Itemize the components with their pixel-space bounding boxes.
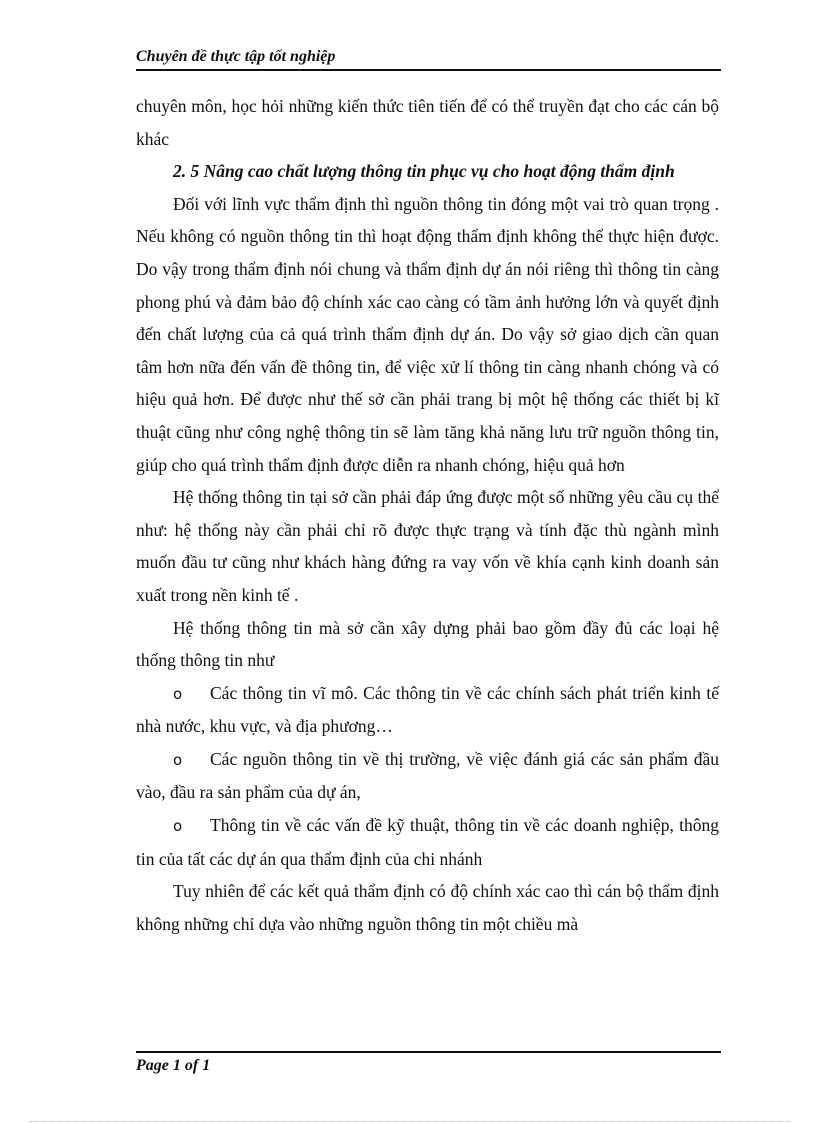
bullet-circle-icon: o [173,817,183,836]
paragraph-continuation: chuyên môn, học hỏi những kiến thức tiên tiến để có thể truyền đạt cho các cán bộ khác [136,96,719,149]
paragraph-system-types: Hệ thống thông tin mà sở cần xây dựng phải bao gồm đầy đủ các loại hệ thống thông tin như [136,617,719,671]
bullet-text: Các thông tin vĩ mô. Các thông tin về các chính sách phát triển kinh tế nhà nước, khu vực, và địa phương… [136,682,719,737]
paragraph-system-requirements: Hệ thống thông tin tại sở cần phải đáp ứng được một số những yêu cầu cụ thể như: hệ thống này cần phải chỉ rõ được thực trạng và tính đặc thù ngành mình muốn đầu tư cũng như khách hàng đứng ra vay vốn về khía cạnh kinh doanh sản xuất trong nền kinh tế . [136,487,719,605]
bullet-item-technical [136,809,719,875]
section-heading: 2. 5 Nâng cao chất lượng thông tin phục vụ cho hoạt động thẩm định [173,161,675,182]
paragraph-information-role: Đối với lĩnh vực thẩm định thì nguồn thông tin đóng một vai trò quan trọng . Nếu không có nguồn thông tin thì hoạt động thẩm định không thể thực hiện được. Do vậy trong thẩm định nói chung và thẩm định dự án nói riêng thì thông tin càng phong phú và đảm bảo độ chính xác cao càng có tầm ảnh hưởng lớn và quyết định đến chất lượng của cả quá trình thẩm định dự án. Do vậy sở giao dịch cần quan tâm hơn nữa đến vấn đề thông tin, để việc xử lí thông tin càng nhanh chóng và có hiệu quả hơn. Để được như thế sở cần phải trang bị một hệ thống các thiết bị kĩ thuật cũng như công nghệ thông tin sẽ làm tăng khả năng lưu trữ nguồn thông tin, giúp cho quá trình thẩm định được diễn ra nhanh chóng, hiệu quả hơn [136,193,719,475]
bullet-circle-icon: o [173,684,183,703]
bullet-circle-icon: o [173,750,183,769]
document-body [136,90,719,940]
bullet-item-macro [136,677,719,743]
page-header-title: Chuyên đề thực tập tốt nghiệp [136,48,336,65]
page-number: Page 1 of 1 [136,1057,211,1074]
bullet-text: Thông tin về các vấn đề kỹ thuật, thông tin về các doanh nghiệp, thông tin của tất các dự án qua thẩm định của chi nhánh [136,815,719,869]
bullet-item-market [136,743,719,809]
paragraph-accuracy: Tuy nhiên để các kết quả thẩm định có độ chính xác cao thì cán bộ thẩm định không những chỉ dựa vào những nguồn thông tin một chiều mà [136,881,719,934]
bullet-text: Các nguồn thông tin về thị trường, về việc đánh giá các sản phẩm đầu vào, đầu ra sản phẩm của dự án, [136,748,719,803]
footer-rule [136,1051,721,1053]
page-edge-divider [30,1121,790,1122]
header-rule [136,69,721,71]
